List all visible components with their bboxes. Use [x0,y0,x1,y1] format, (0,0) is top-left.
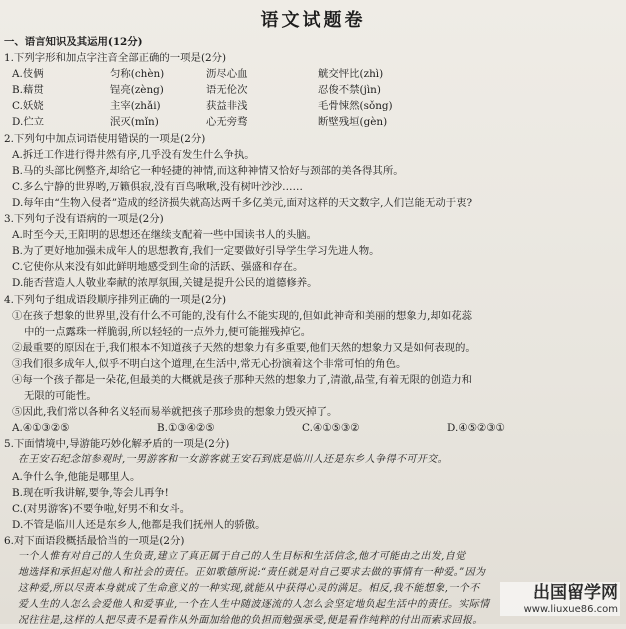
q4-sentence-1: ①在孩子想象的世界里,没有什么不可能的,没有什么不能实现的,但如此神奇和美丽的想象力,却如花蕊 [12,309,473,322]
question-1-row-c [4,98,620,114]
q4-sentence-5: ⑤因此,我们常以各种名义轻而易举就把孩子那珍贵的想象力毁灭掉了。 [12,406,338,419]
question-1-stem: 1.下列字形和加点字注音全部正确的一项是(2分) [4,52,227,65]
q5-context: 在王安石纪念馆参观时,一男游客和一女游客就王安石到底是临川人还是东乡人争得不可开交。 [18,454,448,466]
q1-d-4: 断壁残垣(gèn) [318,116,388,129]
q5-option-d: D.不管是临川人还是东乡人,他都是我们抚州人的骄傲。 [12,518,266,531]
question-1-row-d [4,114,620,130]
q1-d-3: 心无旁骛 [206,116,248,129]
q4-option-c: C.④①⑤③② [302,422,360,435]
q3-option-a: A.时至今天,王阳明的思想还在继续支配着一些中国读书人的头脑。 [12,229,318,242]
q5-option-b: B.现在听我讲解,要争,等会儿再争! [12,486,169,499]
q1-c-3: 获益非浅 [206,100,248,113]
question-5-stem: 5.下面情境中,导游能巧妙化解矛盾的一项是(2分) [4,438,230,451]
q6-paragraph-line-2: 地选择和承担起对他人和社会的责任。正如歌德所说:“责任就是对自己要求去做的事情有一种爱。”因为 [18,567,486,579]
q2-option-c: C.多么宁静的世界哟,万籁俱寂,没有百鸟啾啾,没有树叶沙沙…… [12,180,303,193]
q2-option-a: A.拆迁工作进行得井然有序,几乎没有发生什么争执。 [12,148,255,161]
q2-option-d: D.每年由“生物入侵者”造成的经济损失就高达两千多亿美元,面对这样的天文数字,人们岂能无动于衷? [12,196,473,209]
q3-option-b: B.为了更好地加强未成年人的思想教育,我们一定要做好引导学生学习先进人物。 [12,245,380,258]
q5-option-c: C.(对男游客)不要争啦,好男不和女斗。 [12,502,191,515]
site-watermark [500,582,620,622]
q4-option-d: D.④⑤②③① [447,422,505,435]
q1-b-2: 锃亮(zèng) [110,84,164,97]
q1-b-1: B.藉贯 [12,84,44,97]
q1-d-1: D.伫立 [12,116,45,129]
q4-option-b: B.①③④②⑤ [157,422,215,435]
q1-b-4: 忍俊不禁(jìn) [318,84,381,97]
question-2-stem: 2.下列句中加点词语使用错误的一项是(2分) [4,132,206,145]
q1-d-2: 泯灭(mǐn) [110,116,159,129]
q4-sentence-2: ②最重要的原因在于,我们根本不知道孩子天然的想象力有多重要,他们天然的想象力又是如何表现的。 [12,341,476,354]
q4-sentence-4-cont: 无限的可能性。 [24,390,97,403]
q6-paragraph-line-4: 爱人生的人怎么会爱他人和爱事业,一个在人生中随波逐流的人怎么会坚定地负起生活中的责任。实际情 [18,599,490,611]
exam-title: 语文试题卷 [260,10,366,31]
q6-paragraph-line-3: 这种爱,所以尽责本身就成了生命意义的一种实现,就能从中获得心灵的满足。相反,我不能想象,一个不 [18,583,480,595]
q4-option-a: A.④①③②⑤ [12,422,70,435]
q4-sentence-3: ③我们很多成年人,似乎不明白这个道理,在生活中,常无心扮演着这个非常可怕的角色。 [12,357,407,370]
question-1-row-a [4,66,620,82]
watermark-url: www.liuxue86.com [500,604,620,616]
question-1-row-b [4,82,620,98]
q2-option-b: B.马的头部比例整齐,却给它一种轻捷的神情,而这种神情又恰好与颈部的美各得其所。 [12,164,404,177]
question-3-stem: 3.下列句子没有语病的一项是(2分) [4,213,164,226]
q3-option-d: D.能否营造人人敬业奉献的浓厚氛围,关键是提升公民的道德修养。 [12,277,318,290]
q1-b-3: 语无伦次 [206,84,248,97]
q4-sentence-4: ④每一个孩子都是一朵花,但最美的大概就是孩子那种天然的想象力了,清澈,晶莹,有着无限的创造力和 [12,373,473,386]
q6-paragraph-line-1: 一个人惟有对自己的人生负责,建立了真正属于自己的人生目标和生活信念,他才可能由之出发,自觉 [18,551,466,562]
q4-sentence-1-cont: 中的一点露珠一样脆弱,所以轻轻的一点外力,便可能摧残掉它。 [24,325,312,338]
q1-a-2: 匀称(chèn) [110,68,165,81]
q6-paragraph-line-5: 况往往是,这样的人把尽责不是看作从外面加给他的负担而勉强承受,便是看作纯粹的付出而索求回报。 [18,615,483,627]
exam-content [4,34,620,629]
q4-options [4,420,620,436]
question-4-stem: 4.下列句子组成语段顺序排列正确的一项是(2分) [4,293,227,306]
q1-c-1: C.妖娆 [12,100,44,113]
section-heading: 一、语言知识及其运用(12分) [4,36,143,48]
watermark-text: 出国留学网 [500,582,620,604]
q1-c-4: 毛骨悚然(sǒng) [318,100,393,113]
q5-option-a: A.争什么争,他能是哪里人。 [12,470,141,483]
q1-a-4: 觥交怦比(zhì) [318,68,384,81]
q3-option-c: C.它使你从来没有如此鲜明地感受到生命的活跃、强盛和存在。 [12,261,304,274]
question-6-stem: 6.对下面语段概括最恰当的一项是(2分) [4,534,185,547]
q1-a-3: 沥尽心血 [206,68,248,81]
q1-c-2: 主宰(zhǎi) [110,100,161,113]
q1-a-1: A.伎俩 [12,68,44,81]
